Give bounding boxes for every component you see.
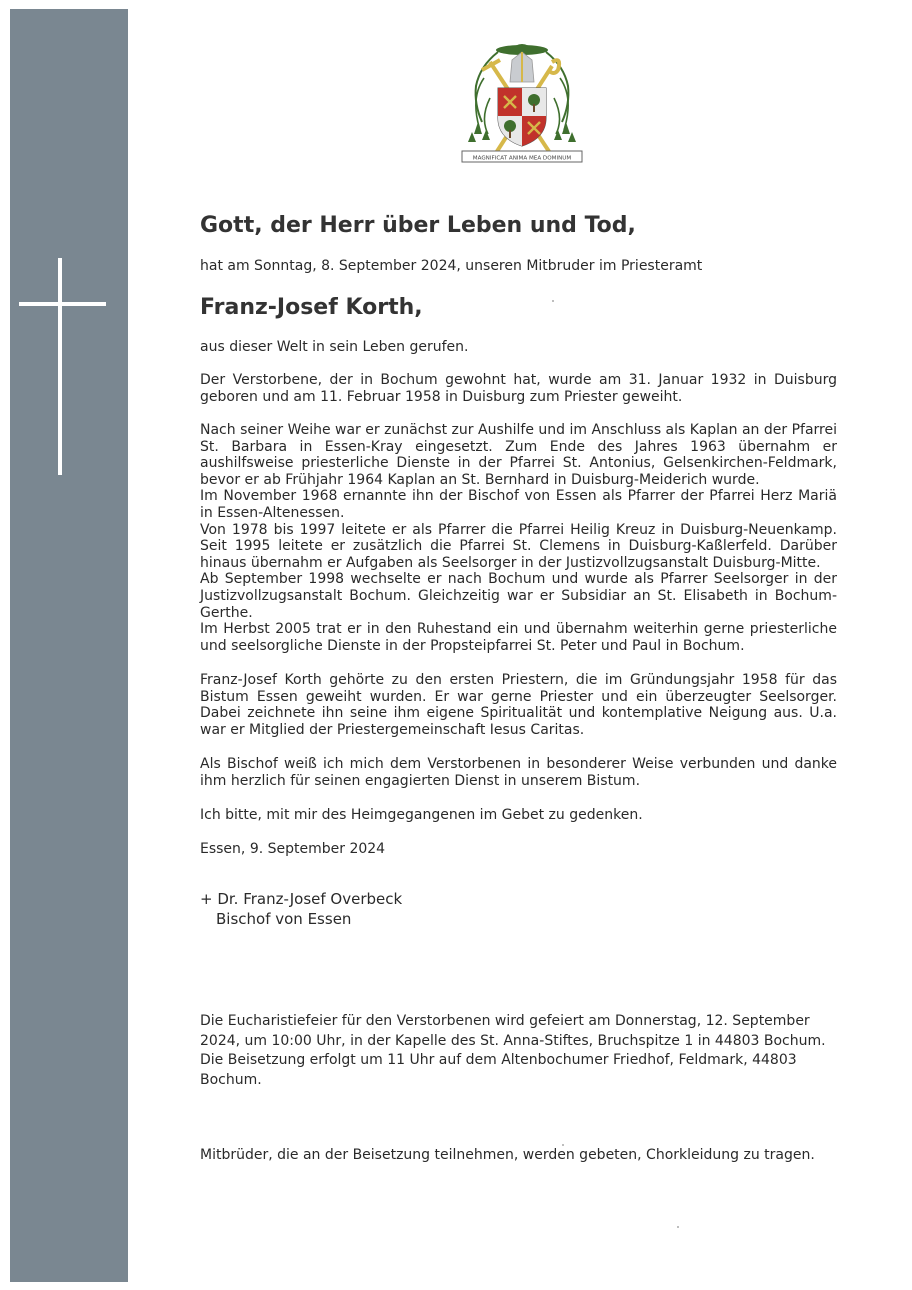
funeral-details — [200, 1012, 837, 1090]
called-line: aus dieser Welt in sein Leben gerufen. — [200, 339, 469, 355]
deceased-name: Franz-Josef Korth, — [200, 295, 423, 320]
career-paragraph: Ab September 1998 wechselte er nach Bochum und wurde als Pfarrer Seelsorger in der Justizvollzugsanstalt Bochum. Gleichzeitig war er Subsidiar an St. Elisabeth in Bochum-Gerthe. — [200, 571, 837, 621]
career-paragraph: Von 1978 bis 1997 leitete er als Pfarrer die Pfarrei Heilig Kreuz in Duisburg-Neuenkamp. Seit 1995 leitete er zusätzlich die Pfarrei St. Clemens in Duisburg-Kaßlerfeld. Darüber hinaus übernahm er Aufgaben als Seelsorger in der Justizvollzugsanstalt Duisburg-Mitte. — [200, 521, 837, 571]
career-paragraph: Nach seiner Weihe war er zunächst zur Aushilfe und im Anschluss als Kaplan an der Pfarrei St. Barbara in Essen-Kray eingesetzt. Zum Ende des Jahres 1963 übernahm er aushilfsweise priesterliche Dienste in der Pfarrei St. Antonius, Gelsenkirchen-Feldmark, bevor er ab Frühjahr 1964 Kaplan an St. Bernhard in Duisburg-Meiderich wurde. — [200, 422, 837, 488]
cross-icon-bar — [19, 302, 106, 306]
funeral-line: Die Beisetzung erfolgt um 11 Uhr auf dem Altenbochumer Friedhof, Feldmark, 44803 — [200, 1052, 797, 1068]
page-heading: Gott, der Herr über Leben und Tod, — [200, 213, 636, 238]
career-paragraph: Im November 1968 ernannte ihn der Bischof von Essen als Pfarrer der Pfarrei Herz Mariä in Essen-Altenessen. — [200, 488, 837, 521]
career-paragraph: Im Herbst 2005 trat er in den Ruhestand ein und übernahm weiterhin gerne priesterliche und seelsorgliche Dienste in der Propsteipfarrei St. Peter und Paul in Bochum. — [200, 621, 837, 654]
prayer-request: Ich bitte, mit mir des Heimgegangenen im Gebet zu gedenken. — [200, 807, 643, 823]
signature-block — [200, 889, 837, 929]
paragraph-biography: Der Verstorbene, der in Bochum gewohnt hat, wurde am 31. Januar 1932 in Duisburg geboren und am 11. Februar 1958 in Duisburg zum Priester geweiht. — [200, 372, 837, 405]
closing-note: Mitbrüder, die an der Beisetzung teilnehmen, werden gebeten, Chorkleidung zu tragen. — [200, 1147, 815, 1163]
career-section — [200, 422, 837, 654]
cross-icon — [58, 258, 62, 475]
signature-name: + Dr. Franz-Josef Overbeck — [200, 890, 403, 908]
funeral-line: 2024, um 10:00 Uhr, in der Kapelle des St. Anna-Stiftes, Bruchspitze 1 in 44803 Bochum. — [200, 1032, 826, 1049]
crest-motto: MAGNIFICAT ANIMA MEA DOMINUM — [472, 155, 572, 162]
signature-title: Bischof von Essen — [216, 910, 352, 928]
coat-of-arms-icon — [460, 38, 584, 168]
place-date: Essen, 9. September 2024 — [200, 841, 386, 857]
funeral-line: Bochum. — [200, 1071, 262, 1088]
funeral-line: Die Eucharistiefeier für den Verstorbenen wird gefeiert am Donnerstag, 12. September — [200, 1013, 810, 1029]
paragraph-bishop-thanks: Als Bischof weiß ich mich dem Verstorbenen in besonderer Weise verbunden und danke ihm herzlich für seinen engagierten Dienst in unserem Bistum. — [200, 756, 837, 789]
mourning-side-band — [10, 9, 128, 1282]
intro-line: hat am Sonntag, 8. September 2024, unseren Mitbruder im Priesteramt — [200, 258, 703, 274]
paragraph-founding-year: Franz-Josef Korth gehörte zu den ersten Priestern, die im Gründungsjahr 1958 für das Bistum Essen geweiht wurden. Er war gerne Priester und ein überzeugter Seelsorger. Dabei zeichnete ihn seine ihm eigene Spiritualität und kontemplative Neigung aus. U.a. war er Mitglied der Priestergemeinschaft Iesus Caritas. — [200, 672, 837, 738]
